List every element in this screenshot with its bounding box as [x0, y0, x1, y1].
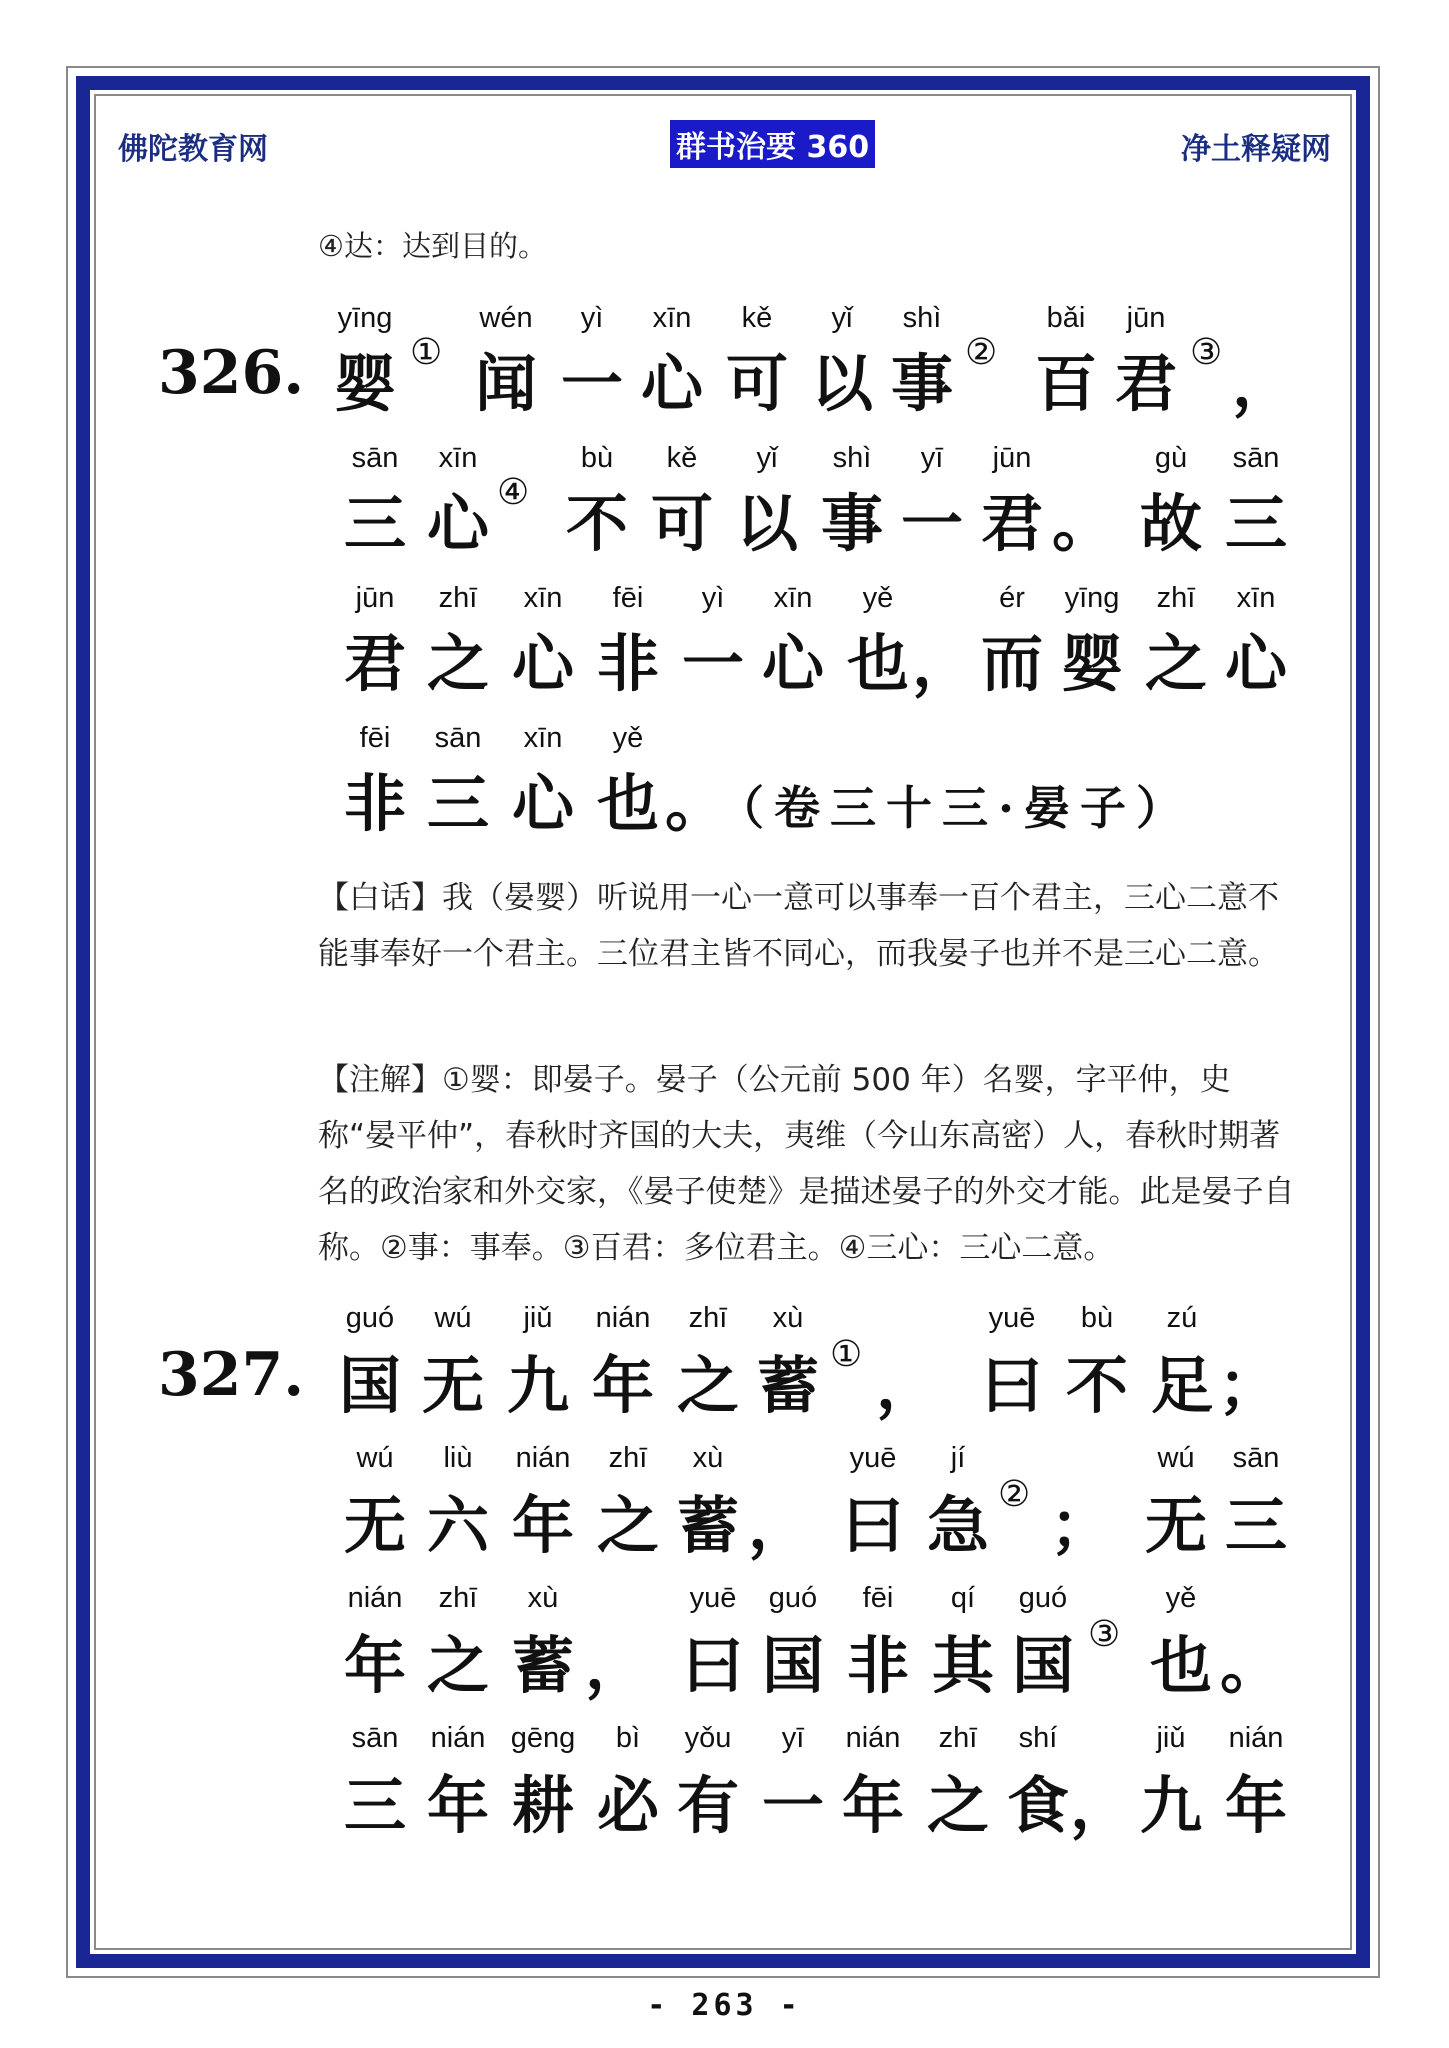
pinyin: nián [347, 1582, 403, 1614]
pinyin: jūn [1126, 302, 1166, 334]
hanzi: 必 [596, 1769, 659, 1842]
frame-corner-top-left [66, 66, 100, 100]
footnote-marker: ① [410, 332, 443, 373]
pinyin: jiǔ [523, 1302, 553, 1334]
hanzi: 非 [596, 627, 659, 700]
pinyin: shì [902, 302, 942, 334]
hanzi: 三 [1224, 487, 1287, 560]
punctuation: ； [1218, 1349, 1281, 1422]
pinyin: yě [862, 582, 894, 614]
hanzi: 心 [511, 627, 574, 700]
pinyin: bì [615, 1722, 641, 1754]
hanzi: 可 [725, 347, 788, 420]
pinyin: xīn [773, 582, 813, 614]
hanzi: 三 [1224, 1489, 1287, 1562]
pinyin: sān [351, 1722, 399, 1754]
hanzi: 三 [343, 487, 406, 560]
hanzi: 蓄 [676, 1489, 739, 1562]
hanzi: 其 [931, 1629, 994, 1702]
pinyin: shì [832, 442, 872, 474]
hanzi: 三 [426, 767, 489, 840]
hanzi: 年 [426, 1769, 489, 1842]
pinyin: gù [1154, 442, 1188, 474]
hanzi: 非 [343, 767, 406, 840]
pinyin: bǎi [1046, 302, 1086, 334]
pinyin: zhī [608, 1442, 648, 1474]
pinyin: yǐ [831, 302, 853, 334]
pinyin: yǒu [684, 1722, 732, 1754]
punctuation: ； [1050, 1489, 1113, 1562]
pinyin: guó [1018, 1582, 1068, 1614]
hanzi: 之 [926, 1769, 989, 1842]
hanzi: 国 [1011, 1629, 1074, 1702]
source-citation: （卷三十三·晏子） [718, 781, 1193, 835]
hanzi: 以 [810, 347, 873, 420]
hanzi: 之 [426, 627, 489, 700]
hanzi: 国 [338, 1349, 401, 1422]
punctuation: ， [748, 1489, 811, 1562]
hanzi: 九 [506, 1349, 569, 1422]
pinyin: gēng [510, 1722, 576, 1754]
hanzi: 无 [421, 1349, 484, 1422]
pinyin: jiǔ [1156, 1722, 1186, 1754]
hanzi: 急 [926, 1489, 989, 1562]
pinyin: nián [595, 1302, 651, 1334]
pinyin: zhī [438, 582, 478, 614]
pinyin: guó [345, 1302, 395, 1334]
hanzi: 事 [820, 487, 883, 560]
hanzi: 年 [841, 1769, 904, 1842]
hanzi: 蓄 [756, 1349, 819, 1422]
hanzi: 曰 [841, 1489, 904, 1562]
pinyin: xīn [652, 302, 692, 334]
pinyin: nián [845, 1722, 901, 1754]
pinyin: liù [443, 1442, 473, 1474]
header-book-title: 群书治要 360 [670, 120, 875, 168]
hanzi: 心 [426, 487, 489, 560]
pinyin: yī [781, 1722, 805, 1754]
pinyin: yīng [1064, 582, 1120, 614]
pinyin: wén [479, 302, 533, 334]
pinyin: bù [1080, 1302, 1114, 1334]
pinyin: yě [612, 722, 644, 754]
entry-number: 327. [158, 1340, 305, 1410]
pinyin: guó [768, 1582, 818, 1614]
pinyin: xù [772, 1302, 804, 1334]
hanzi: 年 [343, 1629, 406, 1702]
hanzi: 一 [761, 1769, 824, 1842]
hanzi: 曰 [681, 1629, 744, 1702]
footnote-marker: ① [830, 1334, 863, 1375]
header-right-site: 净土释疑网 [1181, 132, 1331, 167]
punctuation: ， [912, 627, 975, 700]
pinyin: yuē [849, 1442, 897, 1474]
hanzi: 不 [1065, 1349, 1128, 1422]
pinyin: sān [434, 722, 482, 754]
hanzi: 君 [980, 487, 1043, 560]
pinyin: sān [351, 442, 399, 474]
pinyin: yuē [988, 1302, 1036, 1334]
hanzi: 也 [846, 627, 909, 700]
pinyin: fēi [862, 1582, 894, 1614]
punctuation: ， [1232, 347, 1295, 420]
footnote-marker: ③ [1088, 1614, 1121, 1655]
vernacular-translation: 【白话】我（晏婴）听说用一心一意可以事奉一百个君主，三心二意不能事奉好一个君主。三位君主皆不同心，而我晏子也并不是三心二意。 [318, 880, 1279, 972]
hanzi: 三 [343, 1769, 406, 1842]
hanzi: 之 [676, 1349, 739, 1422]
punctuation: ， [1070, 1769, 1133, 1842]
hanzi: 足 [1150, 1349, 1213, 1422]
pinyin: yīng [337, 302, 393, 334]
hanzi: 而 [980, 627, 1043, 700]
entry-number: 326. [158, 338, 305, 408]
hanzi: 国 [761, 1629, 824, 1702]
pinyin: zhī [1156, 582, 1196, 614]
hanzi: 事 [890, 347, 953, 420]
hanzi: 君 [343, 627, 406, 700]
hanzi: 心 [511, 767, 574, 840]
hanzi: 食 [1006, 1769, 1069, 1842]
pinyin: ér [999, 582, 1025, 614]
pinyin: kě [741, 302, 773, 334]
pinyin: jí [950, 1442, 966, 1474]
punctuation: ， [876, 1349, 939, 1422]
pinyin: kě [666, 442, 698, 474]
hanzi: 君 [1114, 347, 1177, 420]
hanzi: 一 [900, 487, 963, 560]
hanzi: 之 [426, 1629, 489, 1702]
pinyin: yì [580, 302, 604, 334]
pinyin: nián [430, 1722, 486, 1754]
hanzi: 耕 [511, 1769, 574, 1842]
hanzi: 年 [1224, 1769, 1287, 1842]
hanzi: 年 [591, 1349, 654, 1422]
hanzi: 非 [846, 1629, 909, 1702]
hanzi: 心 [761, 627, 824, 700]
hanzi: 之 [1144, 627, 1207, 700]
punctuation: ， [585, 1629, 648, 1702]
pinyin: wú [356, 1442, 394, 1474]
pinyin: yī [920, 442, 944, 474]
pinyin: bù [580, 442, 614, 474]
hanzi: 六 [426, 1489, 489, 1562]
hanzi: 可 [650, 487, 713, 560]
pinyin: yǐ [756, 442, 778, 474]
hanzi: 心 [640, 347, 703, 420]
hanzi: 蓄 [511, 1629, 574, 1702]
pinyin: nián [1228, 1722, 1284, 1754]
pinyin: xīn [1236, 582, 1276, 614]
pinyin: yuē [689, 1582, 737, 1614]
annotation: 【注解】①婴：即晏子。晏子（公元前 500 年）名婴，字平仲，史称“晏平仲”，春秋时齐国的大夫，夷维（今山东高密）人，春秋时期著名的政治家和外交家，《晏子使楚》是描述晏子的外交才能。此是晏子自称。②事：事奉。③百君：多位君主。④三心：三心二意。 [318, 1062, 1295, 1266]
hanzi: 一 [681, 627, 744, 700]
carryover-note: ④达：达到目的。 [318, 229, 547, 263]
pinyin: wú [434, 1302, 472, 1334]
frame-corner-top-right [1346, 66, 1380, 100]
hanzi: 婴 [333, 347, 396, 420]
pinyin: zhī [688, 1302, 728, 1334]
pinyin: xīn [523, 582, 563, 614]
pinyin: sān [1232, 442, 1280, 474]
hanzi: 有 [676, 1769, 739, 1842]
hanzi: 无 [343, 1489, 406, 1562]
footnote-marker: ② [965, 332, 998, 373]
punctuation: 。 [1052, 487, 1115, 560]
hanzi: 也 [1149, 1629, 1212, 1702]
hanzi: 也 [596, 767, 659, 840]
hanzi: 九 [1139, 1769, 1202, 1842]
hanzi: 故 [1139, 487, 1202, 560]
hanzi: 闻 [474, 347, 537, 420]
hanzi: 之 [596, 1489, 659, 1562]
pinyin: qí [950, 1582, 976, 1614]
hanzi: 百 [1034, 347, 1097, 420]
pinyin: xīn [438, 442, 478, 474]
hanzi: 年 [511, 1489, 574, 1562]
punctuation: 。 [665, 767, 728, 840]
page-number: - 263 - [647, 1988, 802, 2023]
pinyin: fēi [359, 722, 391, 754]
pinyin: shí [1018, 1722, 1058, 1754]
footnote-marker: ② [998, 1474, 1031, 1515]
pinyin: jūn [992, 442, 1032, 474]
pinyin: xīn [523, 722, 563, 754]
hanzi: 曰 [980, 1349, 1043, 1422]
footnote-marker: ④ [497, 472, 530, 513]
hanzi: 不 [565, 487, 628, 560]
punctuation: 。 [1220, 1629, 1283, 1702]
pinyin: yě [1165, 1582, 1197, 1614]
pinyin: jūn [355, 582, 395, 614]
pinyin: xù [527, 1582, 559, 1614]
hanzi: 无 [1144, 1489, 1207, 1562]
pinyin: wú [1157, 1442, 1195, 1474]
frame-corner-bottom-right [1346, 1944, 1380, 1978]
pinyin: xù [692, 1442, 724, 1474]
frame-corner-bottom-left [66, 1944, 100, 1978]
pinyin: zhī [938, 1722, 978, 1754]
pinyin: yì [701, 582, 725, 614]
pinyin: sān [1232, 1442, 1280, 1474]
pinyin: fēi [612, 582, 644, 614]
header-left-site: 佛陀教育网 [118, 132, 268, 167]
hanzi: 一 [560, 347, 623, 420]
footnote-marker: ③ [1190, 332, 1223, 373]
hanzi: 以 [735, 487, 798, 560]
pinyin: nián [515, 1442, 571, 1474]
pinyin: zhī [438, 1582, 478, 1614]
hanzi: 心 [1224, 627, 1287, 700]
pinyin: zú [1166, 1302, 1198, 1334]
hanzi: 婴 [1060, 627, 1123, 700]
